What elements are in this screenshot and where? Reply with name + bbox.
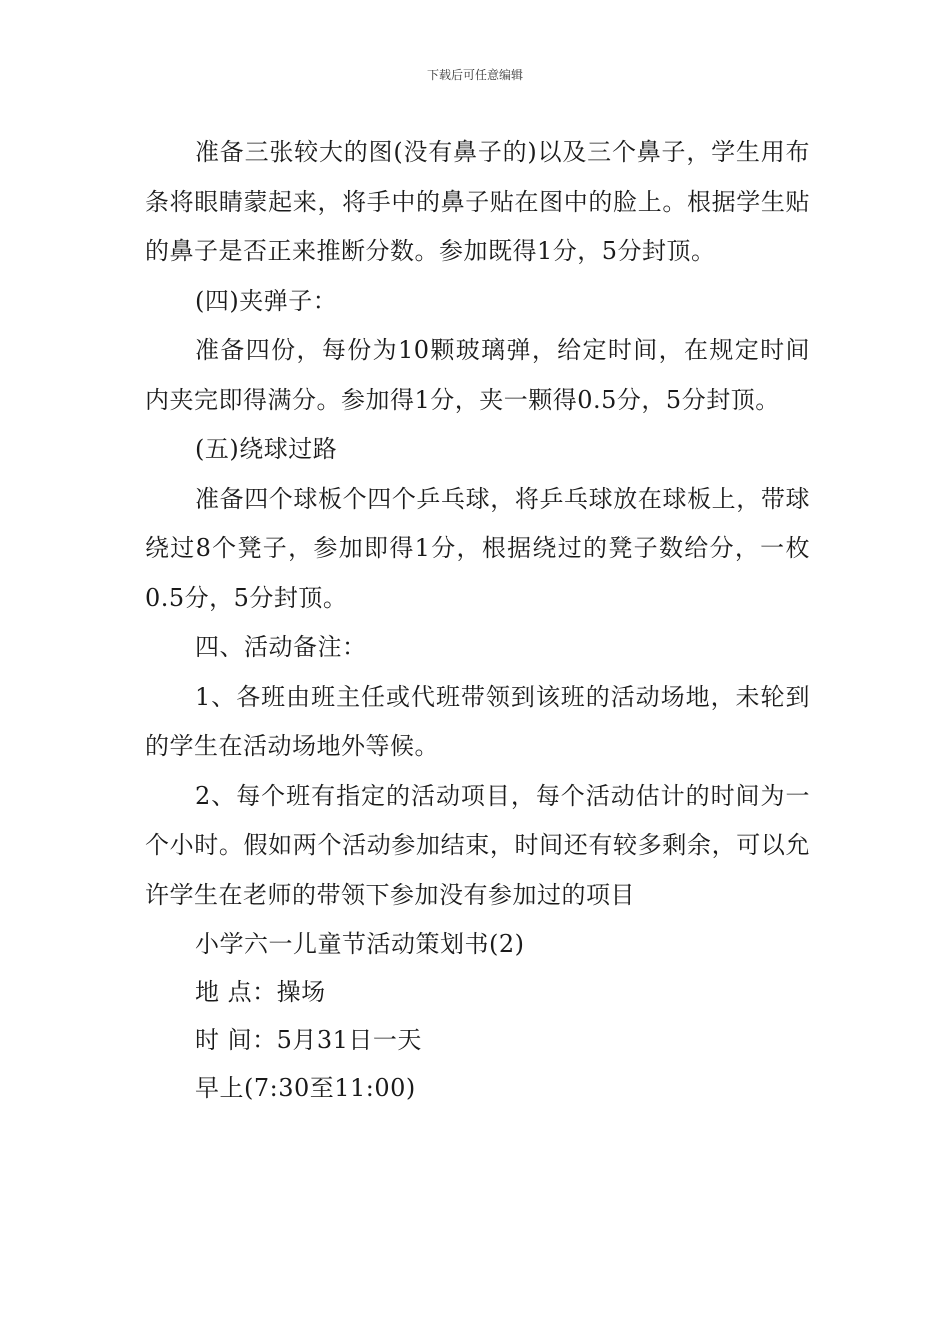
paragraph-nose-game: 准备三张较大的图(没有鼻子的)以及三个鼻子，学生用布条将眼睛蒙起来，将手中的鼻子贴在图中的脸上。根据学生贴的鼻子是否正来推断分数。参加既得1分，5分封顶。 bbox=[145, 138, 810, 265]
paragraph-ball-route: 准备四个球板个四个乒乓球，将乒乓球放在球板上，带球绕过8个凳子，参加即得1分，根据绕过的凳子数给分，一枚0.5分，5分封顶。 bbox=[145, 484, 810, 612]
paragraph-time: 时 间：5月31日一天 bbox=[195, 1026, 422, 1054]
heading-plan-2: 小学六一儿童节活动策划书(2) bbox=[195, 930, 525, 958]
heading-marble-pinch: (四)夹弹子： bbox=[195, 286, 338, 315]
document-body bbox=[145, 128, 810, 1112]
paragraph-morning: 早上(7:30至11:00) bbox=[195, 1074, 416, 1102]
paragraph-location: 地 点：操场 bbox=[195, 978, 326, 1006]
heading-activity-notes: 四、活动备注： bbox=[195, 633, 367, 661]
heading-ball-route: (五)绕球过路 bbox=[195, 435, 338, 463]
paragraph-marble-pinch: 准备四份，每份为10颗玻璃弹，给定时间，在规定时间内夹完即得满分。参加得1分，夹一颗得0.5分，5分封顶。 bbox=[145, 336, 810, 414]
paragraph-note-1: 1、各班由班主任或代班带领到该班的活动场地，未轮到的学生在活动场地外等候。 bbox=[145, 682, 810, 760]
page-header: 下载后可任意编辑 bbox=[426, 68, 523, 82]
paragraph-note-2: 2、每个班有指定的活动项目，每个活动估计的时间为一个小时。假如两个活动参加结束，时间还有较多剩余，可以允许学生在老师的带领下参加没有参加过的项目 bbox=[145, 781, 810, 909]
